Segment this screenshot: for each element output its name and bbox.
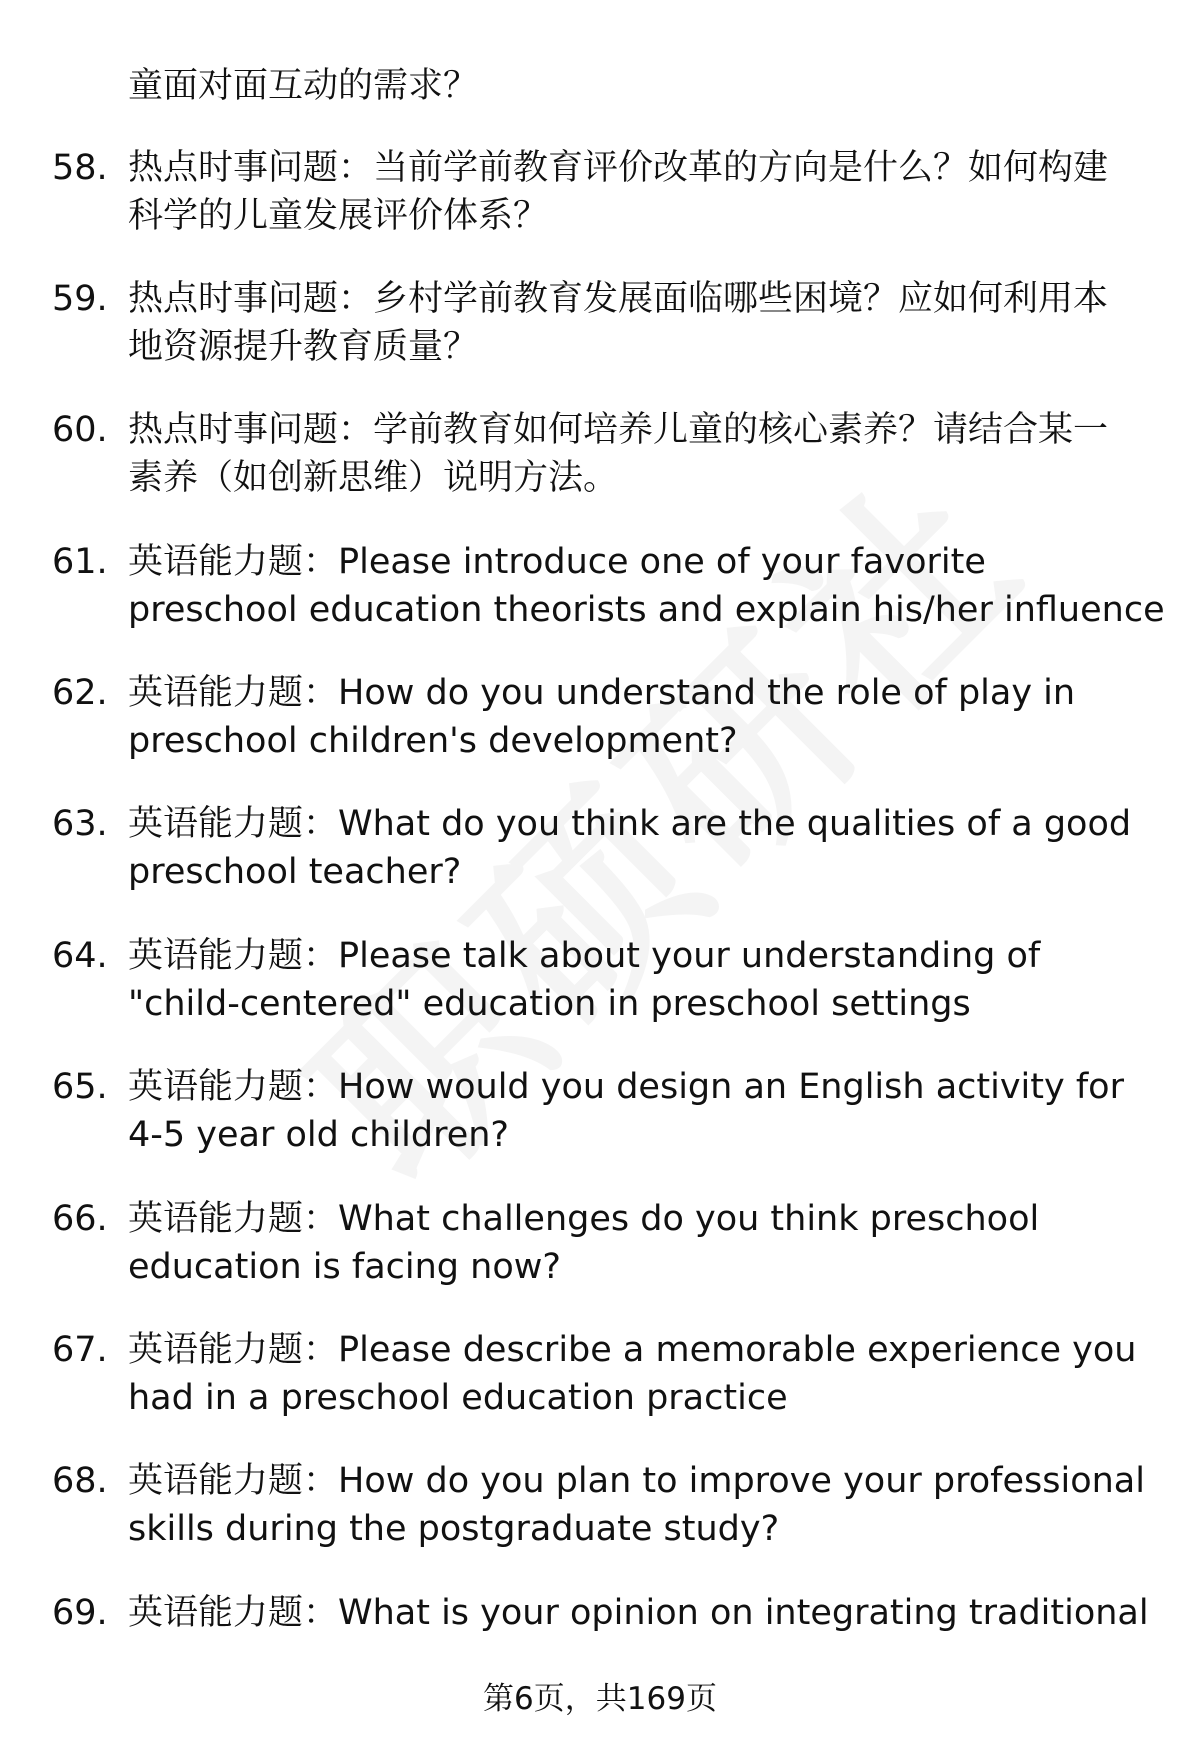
question-line: 英语能力题：How would you design an English activity for xyxy=(128,1067,1124,1107)
question-number: 65. xyxy=(52,1067,108,1107)
continuation-line: 童面对面互动的需求？ xyxy=(128,66,479,106)
question-line: 英语能力题：How do you plan to improve your professional xyxy=(128,1461,1145,1501)
question-line: preschool education theorists and explain his/her influence xyxy=(128,590,1165,630)
question-number: 68. xyxy=(52,1461,108,1501)
question-line: 英语能力题：What challenges do you think preschool xyxy=(128,1199,1040,1239)
question-number: 69. xyxy=(52,1593,108,1633)
question-line: 热点时事问题：学前教育如何培养儿童的核心素养？请结合某一 xyxy=(128,410,1109,450)
question-line: 4-5 year old children? xyxy=(128,1115,509,1155)
question-number: 64. xyxy=(52,936,108,976)
question-line: 热点时事问题：当前学前教育评价改革的方向是什么？如何构建 xyxy=(128,148,1109,188)
question-number: 60. xyxy=(52,410,108,450)
question-number: 63. xyxy=(52,804,108,844)
question-line: preschool children's development? xyxy=(128,721,738,761)
question-line: preschool teacher? xyxy=(128,852,462,892)
question-number: 66. xyxy=(52,1199,108,1239)
question-line: 英语能力题：What is your opinion on integrating traditional xyxy=(128,1593,1149,1633)
question-line: 英语能力题：Please talk about your understanding of xyxy=(128,936,1041,976)
question-number: 61. xyxy=(52,542,108,582)
question-line: had in a preschool education practice xyxy=(128,1378,788,1418)
question-line: 英语能力题：What do you think are the qualities of a good xyxy=(128,804,1132,844)
question-line: 热点时事问题：乡村学前教育发展面临哪些困境？应如何利用本 xyxy=(128,279,1109,319)
question-line: skills during the postgraduate study? xyxy=(128,1509,780,1549)
question-number: 59. xyxy=(52,279,108,319)
page-footer: 第6页，共169页 xyxy=(483,1681,717,1717)
question-line: education is facing now? xyxy=(128,1247,561,1287)
question-line: 地资源提升教育质量？ xyxy=(128,327,479,367)
question-line: 英语能力题：Please describe a memorable experience you xyxy=(128,1330,1137,1370)
question-line: "child-centered" education in preschool settings xyxy=(128,984,971,1024)
question-number: 58. xyxy=(52,148,108,188)
question-line: 英语能力题：Please introduce one of your favorite xyxy=(128,542,986,582)
question-line: 素养（如创新思维）说明方法。 xyxy=(128,458,619,498)
question-line: 科学的儿童发展评价体系？ xyxy=(128,196,549,236)
question-line: 英语能力题：How do you understand the role of play in xyxy=(128,673,1076,713)
question-number: 67. xyxy=(52,1330,108,1370)
question-number: 62. xyxy=(52,673,108,713)
